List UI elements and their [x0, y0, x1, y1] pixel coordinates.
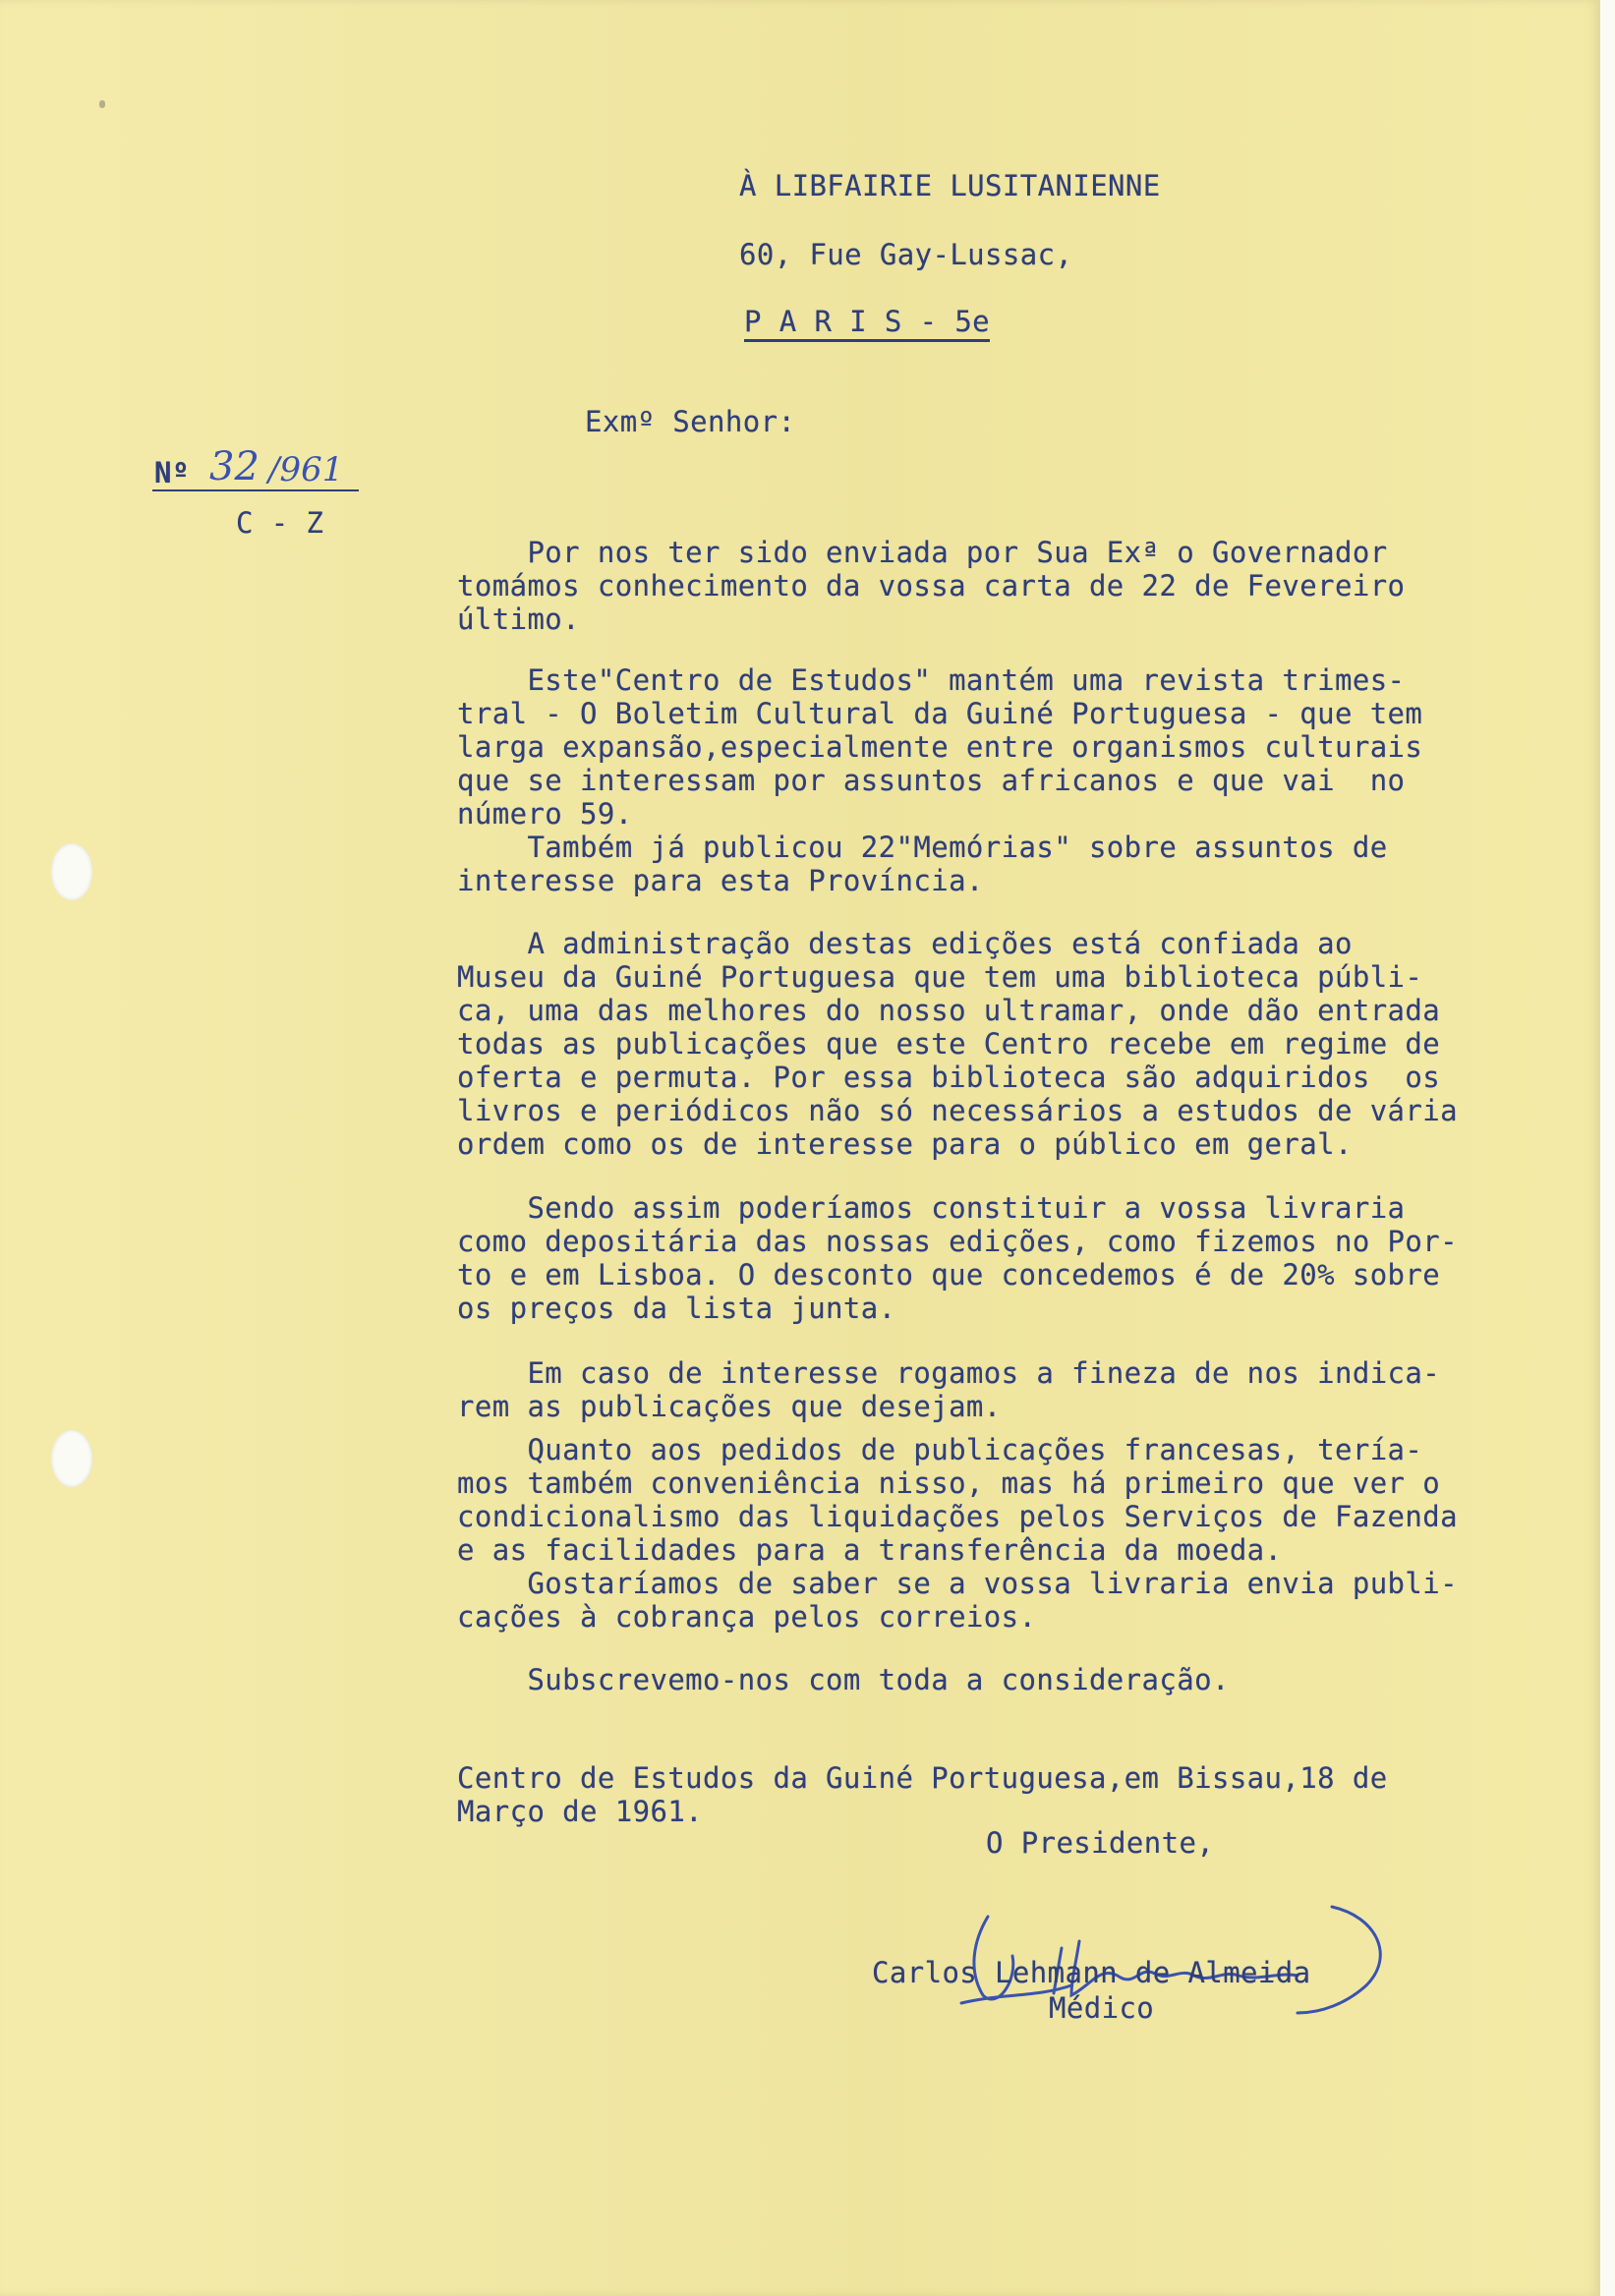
body-line: número 59.: [457, 797, 633, 831]
closing-title: O Presidente,: [986, 1826, 1215, 1860]
signatory-role: Médico: [1049, 1991, 1155, 2025]
body-line: to e em Lisboa. O desconto que concedemos é de 20% sobre: [457, 1258, 1441, 1292]
body-line: larga expansão,especialmente entre organismos culturais: [457, 730, 1423, 764]
body-line: A administração destas edições está confiada ao: [457, 927, 1353, 960]
recipient-street: 60, Fue Gay-Lussac,: [739, 238, 1073, 271]
body-line: condicionalismo das liquidações pelos Serviços de Fazenda: [457, 1500, 1458, 1533]
reference-number: [152, 444, 359, 491]
body-line: os preços da lista junta.: [457, 1292, 896, 1325]
body-line: todas as publicações que este Centro recebe em regime de: [457, 1027, 1441, 1061]
body-line: tomámos conhecimento da vossa carta de 22 de Fevereiro: [457, 569, 1406, 603]
body-line: livros e periódicos não só necessários a estudos de vária: [457, 1094, 1458, 1127]
body-line: Este"Centro de Estudos" mantém uma revista trimes-: [457, 663, 1406, 697]
body-line: último.: [457, 603, 581, 636]
reference-code: C - Z: [236, 506, 324, 540]
closing-place-line2: Março de 1961.: [457, 1795, 704, 1828]
body-line: que se interessam por assuntos africanos e que vai no: [457, 764, 1406, 797]
body-line: interesse para esta Província.: [457, 864, 984, 897]
punch-hole-bottom: [51, 1430, 92, 1487]
body-line: Em caso de interesse rogamos a fineza de nos indica-: [457, 1356, 1441, 1390]
body-line: oferta e permuta. Por essa biblioteca são adquiridos os: [457, 1061, 1441, 1094]
body-line: rem as publicações que desejam.: [457, 1390, 1002, 1423]
closing-place-line1: Centro de Estudos da Guiné Portuguesa,em Bissau,18 de: [457, 1761, 1388, 1795]
body-line: mos também conveniência nisso, mas há primeiro que ver o: [457, 1466, 1441, 1500]
recipient-name: À LIBFAIRIE LUSITANIENNE: [739, 169, 1161, 202]
body-line: Gostaríamos de saber se a vossa livraria envia publi-: [457, 1567, 1458, 1600]
reference-year: /961: [268, 450, 344, 489]
body-line: Museu da Guiné Portuguesa que tem uma biblioteca públi-: [457, 960, 1423, 994]
reference-handwritten-number: 32: [209, 444, 260, 489]
body-line: e as facilidades para a transferência da moeda.: [457, 1533, 1283, 1567]
greeting: Exmº Senhor:: [585, 405, 796, 438]
body-line: Por nos ter sido enviada por Sua Exª o Governador: [457, 536, 1388, 569]
body-line: Sendo assim poderíamos constituir a vossa livraria: [457, 1191, 1406, 1225]
body-line: Quanto aos pedidos de publicações francesas, tería-: [457, 1433, 1423, 1466]
body-line: cações à cobrança pelos correios.: [457, 1600, 1037, 1634]
body-line: tral - O Boletim Cultural da Guiné Portuguesa - que tem: [457, 697, 1423, 730]
body-line: Subscrevemo-nos com toda a consideração.: [457, 1663, 1230, 1696]
recipient-city: P A R I S - 5e: [744, 305, 990, 342]
body-line: como depositária das nossas edições, como fizemos no Por-: [457, 1225, 1458, 1258]
body-line: ca, uma das melhores do nosso ultramar, onde dão entrada: [457, 994, 1441, 1027]
body-line: ordem como os de interesse para o público em geral.: [457, 1127, 1353, 1161]
signatory-name: Carlos Lehmann de Almeida: [872, 1956, 1311, 1989]
body-line: Também já publicou 22"Memórias" sobre assuntos de: [457, 831, 1388, 864]
reference-prefix: Nº: [154, 456, 190, 489]
punch-hole-top: [51, 843, 92, 900]
stray-mark: [99, 100, 105, 108]
